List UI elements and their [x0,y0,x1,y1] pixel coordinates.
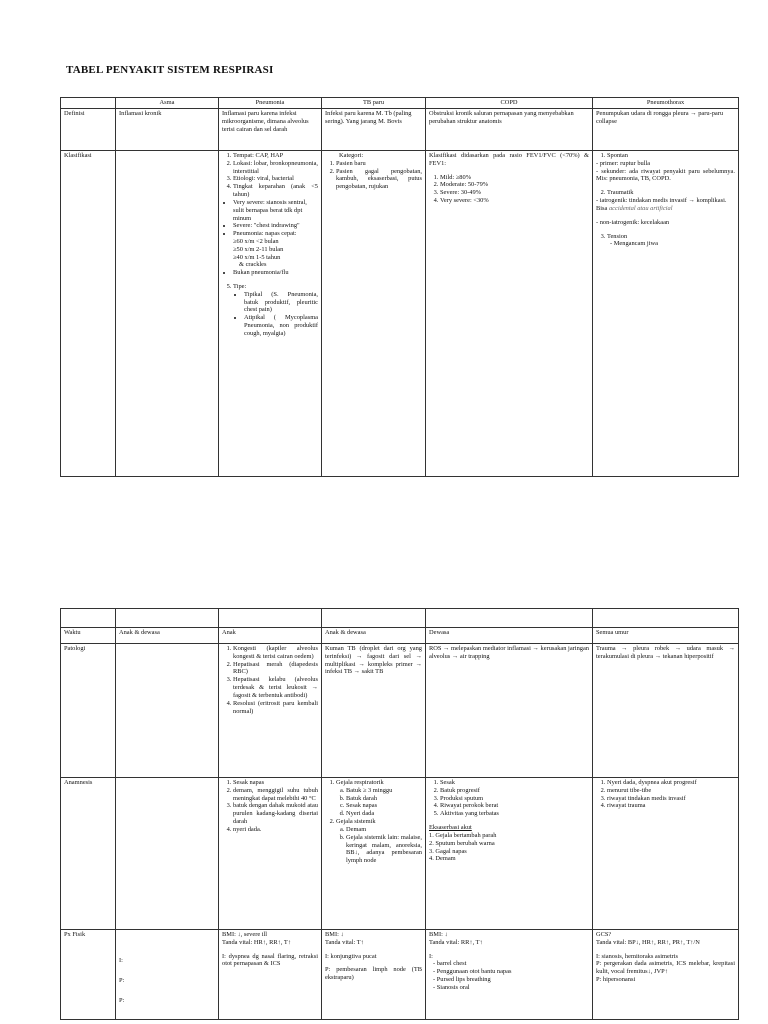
copd-severity-list [429,174,589,205]
header-cell: Semua umur [593,628,739,644]
list-item: 2. menurut tibe-tibe [607,787,735,795]
cell-tb [322,930,426,1020]
list-item: 1. Spontan [607,152,735,160]
row-label: Px Fisik [61,930,116,1020]
list-item: • Severe: "chest indrawing" [233,222,318,230]
text-line: - non-iatrogenik: kecelakaan [596,218,670,226]
cell-pneumothorax: Penumpukan udara di rongga pleura → paru-paru collapse [593,109,739,151]
text-line: I: sianosis, hemitoraks asimetris [596,952,679,960]
row-label: Definisi [61,109,116,151]
text-line: 2. Sputum berubah warna [429,839,495,847]
text-line: Tanda vital: RR↑, T↑ [429,938,483,946]
item-text: Gejala sistemik [336,818,376,826]
list-item: 4. Tingkat keparahan (anak <5 tahun) [233,183,318,199]
list-item: b. Gejala sistemik lain: malaise, keringat malam, anoreksia, BB↓, adanya pembesaran lymph node [346,834,422,865]
text-line: - sekunder: ada riwayat penyakit paru sebelumnya. Mis: pneumonia, TB, COPD. [596,167,735,183]
rate-line: ≥60 x/m <2 bulan [233,237,279,245]
table2-age-row [61,628,739,644]
header-cell: Anak [219,628,322,644]
document-title: TABEL PENYAKIT SISTEM RESPIRASI [66,64,274,76]
list-item: 3. Severe: 30-49% [440,189,589,197]
cell-pneumonia: Inflamasi paru karena infeksi mikroorganisme, dimana alveolus terisi cairan dan sel darah [219,109,322,151]
cell-pneumothorax: Trauma → pleura robek → udara masuk → terakumulasi di pleura → tekanan hiperpositif [593,644,739,778]
pneumonia-type-list [222,283,318,338]
list-item: 4. Riwayat perokok berat [440,802,589,810]
text-line: BMI: ↓, severe ill [222,931,268,938]
text-line: BMI: ↓ [325,931,344,938]
list-item: d. Nyeri dada [346,810,422,818]
list-item: 3. Tension [607,233,735,241]
list-item: - barrel chest [433,960,589,968]
list-item: 2. Hepatisasi merah (diapedesis RBC) [233,661,318,677]
list-item: 1. Mild: ≥80% [440,174,589,182]
anamnesis-list [222,779,318,834]
sub-label: I: [119,957,123,964]
copd-sign-list [429,960,589,991]
list-item [336,818,422,865]
text-line: P: pembesaran limph node (TB ekstraparu) [325,966,422,982]
list-item: b. Batuk darah [346,795,422,803]
list-item: 3. Etiologi: viral, bacterial [233,175,318,183]
exacerbation-title: Eksaserbasi akut [429,824,472,832]
list-item: 2. Pasien gagal pengobatan, kambuh, eksaserbasi, putus pengobatan, rujukan [336,168,422,191]
header-cell: Anak & dewasa [322,628,426,644]
tb-symptom-list [325,779,422,865]
list-item: 1. Sesak napas [233,779,318,787]
text-line: I: konjungtiva pucat [325,952,377,960]
cell-asma: Inflamasi kronik [116,109,219,151]
text-line: Tanda vital: BP↓, HR↑, RR↑, PR↑, T↑/N [596,938,700,946]
list-item: 2. demam, menggigil suhu tubuh meningkat dapat melebihi 40 °C [233,787,318,803]
list-item: - Mengancam jiwa [610,240,735,248]
table2-blank-row [61,609,739,628]
blank-cell [593,609,739,628]
header-cell [61,98,116,109]
sub-label: P: [119,976,125,984]
list-item: 1. Tempat: CAP, HAP [233,152,318,160]
cell-pneumonia [219,778,322,930]
copd-intro: Klasifikasi didasarkan pada rasio FEV1/FVC (<70%) & FEV1: [429,152,589,167]
rate-line: ≥50 x/m 2-11 bulan [233,245,284,253]
item-text: Pneumonia: napas cepat: [233,230,297,238]
tension-sublist [596,240,735,248]
list-item: • Atipikal ( Mycoplasma Pneumonia, non produktif cough, myalgia) [244,314,318,337]
text-line: BMI: ↓ [429,931,448,938]
tb-category-list [325,160,422,191]
row-patologi [61,644,739,778]
header-cell: Dewasa [426,628,593,644]
cell-pneumothorax [593,778,739,930]
text-line: 3. Gagal napas [429,847,467,855]
header-cell: Waktu [61,628,116,644]
row-label: Patologi [61,644,116,778]
header-cell-pneumonia: Pneumonia [219,98,322,109]
text-line: GCS? [596,931,612,938]
row-px-fisik [61,930,739,1020]
cell-copd: Obstruksi kronik saluran pernapasan yang menyebabkan perubahan struktur anatomis [426,109,593,151]
list-item: • Bukan pneumonia/flu [233,269,318,277]
list-item: a. Batuk ≥ 3 minggu [346,787,422,795]
item-text: Tipe: [233,283,247,290]
list-item: 2. Batuk progresif [440,787,589,795]
ptx-symptom-list [596,779,735,810]
list-item: 4. nyeri dada. [233,826,318,834]
text-line: I: dyspnea dg nasal flaring, retraksi otot pernapasan & ICS [222,952,318,968]
text-line: Tanda vital: T↑ [325,938,364,946]
list-item: - Pursed lips breathing [433,976,589,984]
row-definisi [61,109,739,151]
cell-copd [426,151,593,477]
blank-cell [61,609,116,628]
cell-copd [426,778,593,930]
item-text: Gejala respiratorik [336,779,384,786]
list-item: 4. Very severe: <30% [440,197,589,205]
cell-copd: ROS → melepaskan mediator inflamasi → kerusakan jaringan alveolus → air trapping [426,644,593,778]
text-line [596,197,735,213]
header-cell-pneumothorax: Pneumothorax [593,98,739,109]
text-span: - iatrogenik: tindakan medis invasif → komplikasi. Bisa [596,197,727,212]
list-item: • Tipikal (S. Pneumonia, batuk produktif, pleuritic chest pain) [244,291,318,314]
list-item: 1. Pasien baru [336,160,422,168]
ptx-list-1 [596,152,735,160]
list-item: 1. Kongesti (kapiler alveolus kongesti & terisi cairan oedem) [233,645,318,661]
list-item: c. Sesak napas [346,802,422,810]
list-item: 1. Sesak [440,779,589,787]
list-item: 3. Produksi sputum [440,795,589,803]
text-span-italic: accidental atau artificial [608,204,673,212]
header-cell-tb: TB paru [322,98,426,109]
cell-asma [116,644,219,778]
header-cell-asma: Asma [116,98,219,109]
cell-tb [322,778,426,930]
list-item: • Very severe: sianosis sentral, sulit bernapas berat tdk dpt minum [233,199,318,222]
copd-symptom-list [429,779,589,818]
list-item: - Sianosis oral [433,984,589,992]
list-item: a. Demam [346,826,422,834]
cell-pneumonia [219,151,322,477]
text-line: Tanda vital: HR↑, RR↑, T↑ [222,938,292,946]
list-item: - Penggunaan otot bantu napas [433,968,589,976]
ptx-list-3 [596,233,735,241]
rate-line: ≥40 x/m 1-5 tahun [233,253,281,261]
disease-table-1 [60,97,739,477]
list-item: 2. Moderate: 50-79% [440,181,589,189]
blank-cell [426,609,593,628]
text-line: P: pergerakan dada asimetris, ICS melebar, krepitasi kulit, vocal fremitus↓, JVP↑ [596,960,735,976]
row-klasifikasi [61,151,739,477]
row-anamnesis [61,778,739,930]
cell-asma [116,930,219,1020]
sub-label: P: [119,996,125,1004]
list-item: 4. Resolusi (eritrosit paru kembali normal) [233,700,318,716]
pneumonia-classification-list [222,152,318,199]
severity-list [222,199,318,277]
patologi-stage-list [222,645,318,715]
rate-line: & crackles [239,261,267,269]
list-item: 2. Traumatik [607,189,735,197]
blank-cell [322,609,426,628]
table1-header-row [61,98,739,109]
ptx-list-2 [596,189,735,197]
row-label: Klasifikasi [61,151,116,477]
cell-pneumothorax [593,151,739,477]
text-line: 1. Gejala bertambah parah [429,831,497,839]
list-item [233,230,318,269]
list-item: 3. batuk dengan dahak mukoid atau purulen kadang-kadang disertai darah [233,802,318,825]
list-item: 1. Nyeri dada, dyspnea akut progresif [607,779,735,787]
blank-cell [116,609,219,628]
list-item [233,283,318,338]
text-line: P: hipersonansi [596,976,636,984]
cell-tb [322,151,426,477]
list-item: 5. Aktivitas yang terbatas [440,810,589,818]
disease-table-2 [60,608,739,1020]
list-item: 2. Lokasi: lobar, bronkopneumonia, interstitial [233,160,318,176]
cell-tb: Kuman TB (droplet dari org yang terinfeksi) → fagosit dari sel → multiplikasi → kompleks primer → infeksi TB → sakit TB [322,644,426,778]
list-item: 4. riwayat trauma [607,802,735,810]
text-line: I: [429,952,433,960]
cell-asma [116,151,219,477]
cell-tb: Infeksi paru karena M. Tb (paling sering). Yang jarang M. Bovis [322,109,426,151]
type-sublist [233,291,318,338]
text-line: - primer: ruptur bulla [596,159,651,167]
list-item [336,779,422,818]
tb-respiratory-list [336,787,422,818]
cell-pneumonia [219,930,322,1020]
cell-pneumonia [219,644,322,778]
cell-pneumothorax [593,930,739,1020]
list-item: 3. Hepatisasi kelabu (alveolus terdesak & terisi leukosit → fagosit & terbentuk antibodi) [233,676,318,699]
cell-asma [116,778,219,930]
header-cell: Anak & dewasa [116,628,219,644]
row-label: Anamnesis [61,778,116,930]
tb-systemic-list [336,826,422,865]
list-item: 3. riwayat tindakan medis invasif [607,795,735,803]
text-line: 4. Demam [429,855,456,863]
header-cell-copd: COPD [426,98,593,109]
category-label: Kategori: [339,152,364,159]
cell-copd [426,930,593,1020]
blank-cell [219,609,322,628]
